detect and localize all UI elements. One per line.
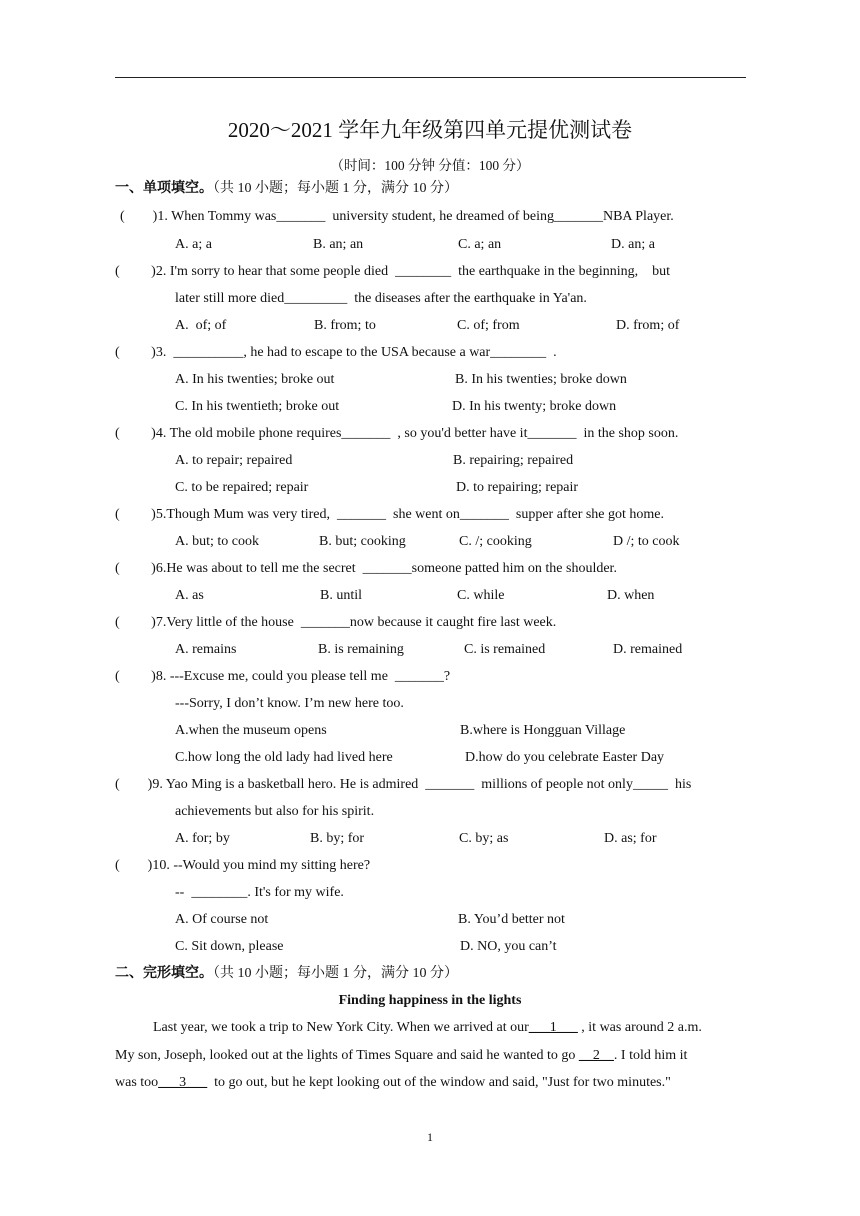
passage-line-2 — [115, 1047, 687, 1065]
question-3-stem: ( )3. __________, he had to escape to the USA because a war________ . — [115, 345, 557, 360]
question-2-stem-cont: later still more died_________ the diseases after the earthquake in Ya'an. — [175, 291, 587, 306]
question-4-option-b: B. repairing; repaired — [453, 453, 574, 468]
question-10-option-b: B. You’d better not — [458, 912, 565, 927]
section2-title: 二、完形填空。 — [115, 966, 213, 981]
question-2-stem: ( )2. I'm sorry to hear that some people died ________ the earthquake in the beginning, but — [115, 264, 671, 279]
question-8-stem-cont: ---Sorry, I don’t know. I’m new here too. — [175, 696, 404, 711]
cloze-blank-3: ___3___ — [158, 1075, 208, 1090]
question-6-option-a: A. as — [175, 588, 204, 603]
question-5-option-b: B. but; cooking — [319, 534, 406, 549]
passage-text: , it was around 2 a.m. — [577, 1020, 702, 1035]
cloze-blank-1: ___1___ — [528, 1020, 578, 1035]
question-7-option-b: B. is remaining — [318, 642, 404, 657]
question-6-stem: ( )6.He was about to tell me the secret _______someone patted him on the shoulder. — [115, 561, 617, 576]
question-9-stem: ( )9. Yao Ming is a basketball hero. He is admired _______ millions of people not only_____ his — [115, 777, 692, 792]
question-2-option-d: D. from; of — [616, 318, 680, 333]
question-4-stem: ( )4. The old mobile phone requires_______ , so you'd better have it_______ in the shop soon. — [115, 426, 679, 441]
question-1-option-b: B. an; an — [313, 237, 364, 252]
question-8-option-b: B.where is Hongguan Village — [460, 723, 626, 738]
section2-note: （共 10 小题；每小题 1 分，满分 10 分） — [213, 966, 458, 981]
passage-line-3 — [115, 1074, 671, 1092]
question-9-option-d: D. as; for — [604, 831, 657, 846]
passage-title: Finding happiness in the lights — [338, 993, 522, 1008]
question-10-option-c: C. Sit down, please — [175, 939, 284, 954]
question-5-stem: ( )5.Though Mum was very tired, _______ she went on_______ supper after she got home. — [115, 507, 665, 522]
section1-note: （共 10 小题；每小题 1 分，满分 10 分） — [213, 181, 458, 196]
question-7-option-a: A. remains — [175, 642, 237, 657]
question-5-option-a: A. but; to cook — [175, 534, 259, 549]
question-3-option-a: A. In his twenties; broke out — [175, 372, 335, 387]
question-9-option-c: C. by; as — [459, 831, 509, 846]
question-1-option-c: C. a; an — [458, 237, 502, 252]
question-8-option-d: D.how do you celebrate Easter Day — [465, 750, 665, 765]
question-7-option-d: D. remained — [613, 642, 683, 657]
question-4-option-c: C. to be repaired; repair — [175, 480, 309, 495]
passage-text: Last year, we took a trip to New York City. When we arrived at our — [153, 1020, 529, 1035]
section1-title: 一、单项填空。 — [115, 181, 213, 196]
question-3-option-d: D. In his twenty; broke down — [452, 399, 617, 414]
question-7-option-c: C. is remained — [464, 642, 546, 657]
exam-subtitle: （时间：100 分钟 分值：100 分） — [330, 158, 530, 173]
question-8-stem: ( )8. ---Excuse me, could you please tell me _______? — [115, 669, 451, 684]
question-6-option-d: D. when — [607, 588, 655, 603]
question-10-option-a: A. Of course not — [175, 912, 269, 927]
section2-heading — [115, 965, 458, 983]
question-8-option-c: C.how long the old lady had lived here — [175, 750, 393, 765]
question-5-option-c: C. /; cooking — [459, 534, 532, 549]
section1-heading — [115, 180, 458, 198]
question-4-option-d: D. to repairing; repair — [456, 480, 579, 495]
cloze-blank-2: __2__ — [578, 1048, 614, 1063]
passage-text: was too — [115, 1075, 159, 1090]
question-9-option-a: A. for; by — [175, 831, 230, 846]
question-5-option-d: D /; to cook — [613, 534, 680, 549]
question-1-stem: ( )1. When Tommy was_______ university student, he dreamed of being_______NBA Player. — [120, 209, 674, 224]
passage-text: . I told him it — [613, 1048, 688, 1063]
question-2-option-c: C. of; from — [457, 318, 520, 333]
question-2-option-b: B. from; to — [314, 318, 376, 333]
question-10-stem-cont: -- ________. It's for my wife. — [175, 885, 344, 900]
question-1-option-a: A. a; a — [175, 237, 212, 252]
question-10-stem: ( )10. --Would you mind my sitting here? — [115, 858, 371, 873]
page-number: 1 — [427, 1130, 433, 1144]
question-9-option-b: B. by; for — [310, 831, 365, 846]
exam-title: 2020～2021 学年九年级第四单元提优测试卷 — [227, 118, 633, 142]
question-9-stem-cont: achievements but also for his spirit. — [175, 804, 375, 819]
question-3-option-b: B. In his twenties; broke down — [455, 372, 627, 387]
question-4-option-a: A. to repair; repaired — [175, 453, 293, 468]
question-3-option-c: C. In his twentieth; broke out — [175, 399, 340, 414]
passage-line-1 — [153, 1019, 702, 1037]
question-10-option-d: D. NO, you can’t — [460, 939, 557, 954]
question-7-stem: ( )7.Very little of the house _______now because it caught fire last week. — [115, 615, 557, 630]
question-1-option-d: D. an; a — [611, 237, 655, 252]
question-2-option-a: A. of; of — [175, 318, 227, 333]
passage-text: to go out, but he kept looking out of the window and said, "Just for two minutes." — [207, 1075, 671, 1090]
question-6-option-b: B. until — [320, 588, 363, 603]
passage-text: My son, Joseph, looked out at the lights of Times Square and said he wanted to go — [115, 1048, 579, 1063]
question-6-option-c: C. while — [457, 588, 505, 603]
header-rule — [115, 77, 746, 78]
question-8-option-a: A.when the museum opens — [175, 723, 327, 738]
